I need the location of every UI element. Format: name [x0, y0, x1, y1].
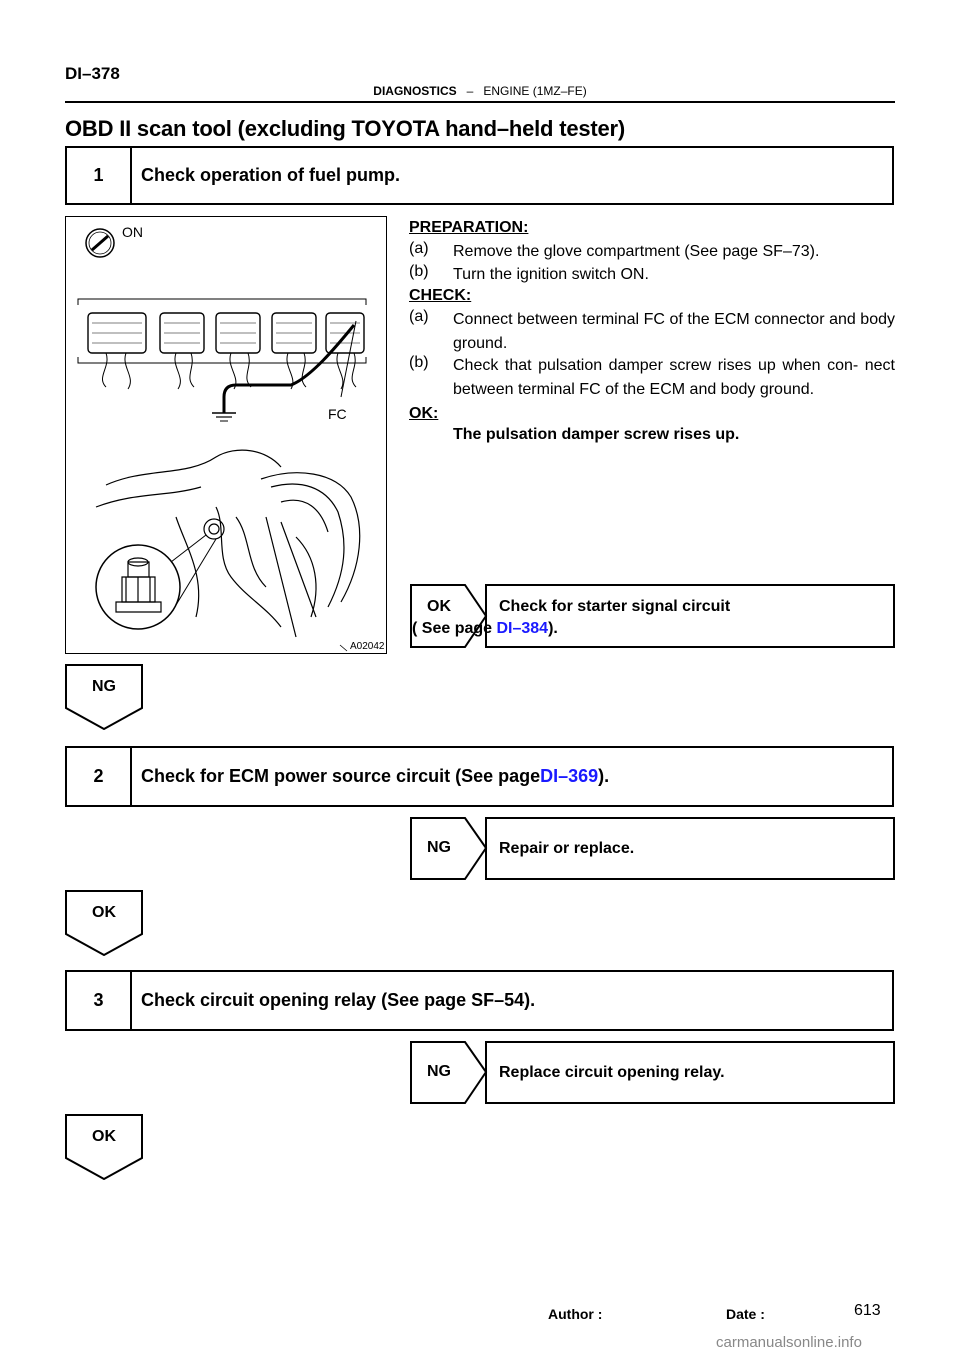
result-box-repair [485, 817, 895, 880]
result-text: Repair or replace. [499, 840, 635, 857]
ok-down-label-wrap [65, 904, 143, 924]
ignition-switch-icon [86, 229, 114, 257]
step-number: 1 [67, 148, 132, 203]
step-1-box [65, 146, 894, 205]
footer-author: Author : [548, 1306, 603, 1322]
footer-date: Date : [726, 1306, 765, 1322]
engine-bay-drawing [96, 450, 360, 637]
item-text: Remove the glove compartment (See page SF–73). [453, 243, 820, 260]
figure-label-fc: FC [328, 406, 347, 422]
ok-down-label: OK [92, 1128, 116, 1145]
item-label: (a) [409, 240, 429, 257]
see-page-text: ( See page [412, 620, 497, 637]
step-text [141, 748, 609, 805]
item-text: Check that pulsation damper screw rises up when con- nect between terminal FC of the ECM and body ground. [453, 357, 895, 398]
ng-tag-label: NG [427, 1063, 451, 1080]
ng-tag-label: NG [427, 839, 451, 856]
running-header [65, 84, 895, 98]
step-text-a: Check for ECM power source circuit (See page [141, 766, 541, 786]
header-rule [65, 101, 895, 103]
result-box-replace-relay [485, 1041, 895, 1104]
watermark: carmanualsonline.info [716, 1334, 862, 1351]
ng-down-label-wrap [65, 678, 143, 698]
ok-down-label-wrap [65, 1128, 143, 1148]
see-page-close: ). [548, 620, 558, 637]
page-link-di-369[interactable]: DI–369 [540, 766, 599, 786]
figure-code: A02042 [350, 641, 385, 652]
result-text: Replace circuit opening relay. [499, 1064, 725, 1081]
ok-arrow-tag [410, 584, 488, 648]
page-link-di-384[interactable]: DI–384 [496, 620, 549, 637]
ok-tag-label: OK [427, 598, 451, 615]
header-subsection: ENGINE (1MZ–FE) [483, 84, 587, 98]
preparation-heading: PREPARATION: [409, 219, 529, 236]
ok-heading: OK: [409, 405, 439, 422]
page-title: OBD II scan tool (excluding TOYOTA hand–held tester) [65, 116, 626, 141]
item-text: Turn the ignition switch ON. [453, 266, 649, 283]
check-heading: CHECK: [409, 287, 472, 304]
item-label: (b) [409, 354, 429, 371]
step-number: 3 [67, 972, 132, 1029]
ok-down-label: OK [92, 904, 116, 921]
item-label: (a) [409, 308, 429, 325]
ok-criterion: The pulsation damper screw rises up. [453, 426, 740, 443]
ng-down-label: NG [92, 678, 116, 695]
ecm-connector-drawing [78, 299, 366, 421]
header-section: DIAGNOSTICS [373, 84, 457, 98]
step-text: Check circuit opening relay (See page SF–54). [141, 990, 536, 1010]
header-separator: – [466, 84, 474, 98]
page-number: 613 [854, 1302, 881, 1319]
figure-label-on: ON [122, 224, 143, 240]
item-label: (b) [409, 263, 429, 280]
step-number: 2 [67, 748, 132, 805]
step-2-box [65, 746, 894, 807]
result-line-2 [412, 620, 558, 638]
figure-illustration [66, 217, 388, 655]
result-line-1: Check for starter signal circuit [499, 598, 731, 615]
item-text: Connect between terminal FC of the ECM connector and body ground. [453, 311, 895, 352]
ecm-connector-figure [65, 216, 387, 654]
step-text-b: ). [598, 766, 610, 786]
step-3-box [65, 970, 894, 1031]
step-text: Check operation of fuel pump. [141, 165, 401, 185]
page-code: DI–378 [65, 64, 120, 83]
